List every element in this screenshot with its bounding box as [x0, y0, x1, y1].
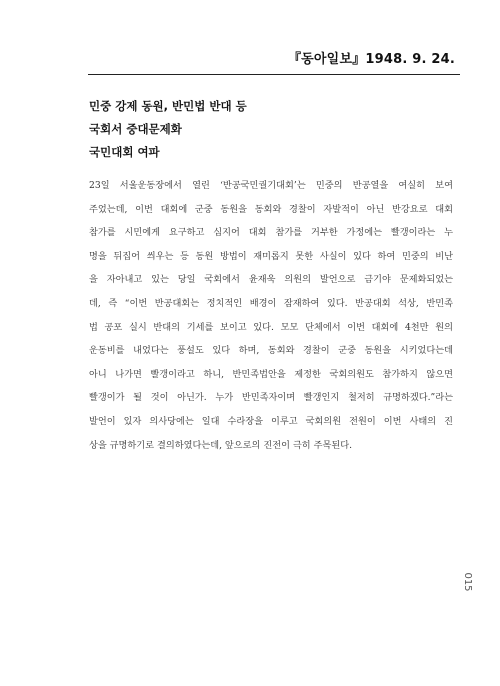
body-line: 데, 즉 “이번 반공대회는 정치적인 배경이 잠재하여 있다. 반공대회 석상, 반민족	[89, 297, 453, 309]
body-line: 을 자아내고 있는 당일 국회에서 윤재욱 의원의 발언으로 금기야 문제화되었는	[89, 274, 453, 286]
body-line: 발언이 있자 의사당에는 일대 수라장을 이루고 국회의원 전원이 이번 사태의 진	[89, 415, 453, 427]
body-line: 명을 뒤집어 씌우는 등 동원 방법이 재미롭지 못한 사실이 있다 하여 민중의 비난	[89, 250, 453, 262]
header-divider	[88, 74, 460, 75]
body-line: 주었는데, 이번 대회에 군중 동원을 동회와 경찰이 자발적이 아닌 반강요로 대회	[89, 203, 453, 215]
article-body	[89, 174, 453, 457]
body-line: 운동비를 내었다는 풍설도 있다 하며, 동회와 경찰이 군중 동원을 시키었다는데	[89, 345, 453, 357]
page-number: 015	[462, 572, 473, 592]
source-citation: 『동아일보』1948. 9. 24.	[287, 52, 455, 67]
body-line: 23일 서울운동장에서 열린 ‘반공국민궐기대회’는 민중의 반공열을 여실히 보여	[89, 180, 453, 191]
headline-1: 민중 강제 동원, 반민법 반대 등	[89, 99, 247, 113]
headline-3: 국민대회 여파	[89, 145, 160, 159]
body-line: 참가를 시민에게 요구하고 심지어 대회 참가를 거부한 가정에는 빨갱이라는 누	[89, 227, 453, 239]
headline-2: 국회서 중대문제화	[89, 122, 182, 136]
body-line: 법 공포 실시 반대의 기세를 보이고 있다. 모모 단체에서 이번 대회에 4천만 원의	[89, 321, 453, 333]
body-line: 상을 규명하기로 결의하였다는데, 앞으로의 진전이 극히 주목된다.	[89, 439, 352, 451]
body-line: 아니 나가면 빨갱이라고 하니, 반민족법안을 제정한 국회의원도 참가하지 않으면	[89, 368, 453, 380]
body-line: 빨갱이가 될 것이 아닌가. 누가 반민족자이며 빨갱인지 철저히 규명하겠다.”라는	[89, 392, 453, 404]
headline-block	[89, 95, 247, 164]
